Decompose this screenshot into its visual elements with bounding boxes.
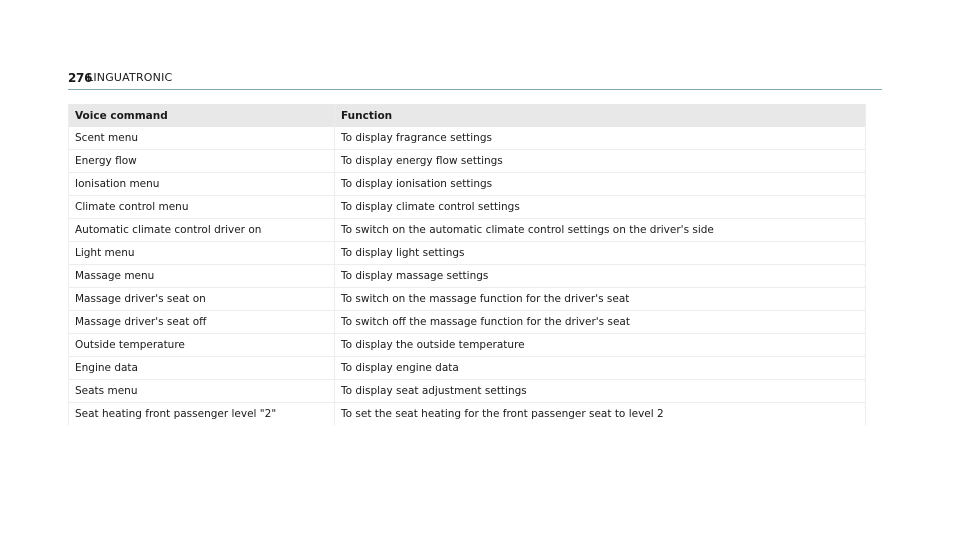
function-cell: To display energy flow settings xyxy=(335,150,866,173)
command-cell: Seats menu xyxy=(69,380,335,403)
function-cell: To switch on the automatic climate control settings on the driver's side xyxy=(335,219,866,242)
table-row xyxy=(69,357,866,380)
table-header-row xyxy=(69,104,866,127)
table-row xyxy=(69,311,866,334)
function-cell: To display climate control settings xyxy=(335,196,866,219)
command-cell: Ionisation menu xyxy=(69,173,335,196)
command-cell: Engine data xyxy=(69,357,335,380)
command-cell: Seat heating front passenger level "2" xyxy=(69,403,335,426)
command-cell: Light menu xyxy=(69,242,335,265)
command-cell: Massage driver's seat off xyxy=(69,311,335,334)
command-cell: Massage menu xyxy=(69,265,335,288)
function-cell: To display massage settings xyxy=(335,265,866,288)
function-cell: To set the seat heating for the front passenger seat to level 2 xyxy=(335,403,866,426)
table-row xyxy=(69,219,866,242)
function-cell: To display seat adjustment settings xyxy=(335,380,866,403)
table-row xyxy=(69,173,866,196)
function-cell: To display the outside temperature xyxy=(335,334,866,357)
command-cell: Energy flow xyxy=(69,150,335,173)
command-cell: Massage driver's seat on xyxy=(69,288,335,311)
page-header xyxy=(68,71,882,90)
command-cell: Climate control menu xyxy=(69,196,335,219)
function-cell: To display engine data xyxy=(335,357,866,380)
table-row xyxy=(69,288,866,311)
table-row xyxy=(69,403,866,426)
function-cell: To display fragrance settings xyxy=(335,127,866,150)
table-row xyxy=(69,242,866,265)
function-cell: To switch off the massage function for the driver's seat xyxy=(335,311,866,334)
column-header-voice-command: Voice command xyxy=(69,104,335,127)
function-cell: To switch on the massage function for the driver's seat xyxy=(335,288,866,311)
table-row xyxy=(69,127,866,150)
voice-command-table xyxy=(68,104,866,425)
page-number: 276 xyxy=(68,71,93,85)
command-cell: Outside temperature xyxy=(69,334,335,357)
table-row xyxy=(69,334,866,357)
function-cell: To display light settings xyxy=(335,242,866,265)
table-row xyxy=(69,196,866,219)
command-cell: Scent menu xyxy=(69,127,335,150)
command-cell: Automatic climate control driver on xyxy=(69,219,335,242)
section-title: LINGUATRONIC xyxy=(87,71,173,84)
table-row xyxy=(69,150,866,173)
table-row xyxy=(69,265,866,288)
column-header-function: Function xyxy=(335,104,866,127)
function-cell: To display ionisation settings xyxy=(335,173,866,196)
table-row xyxy=(69,380,866,403)
